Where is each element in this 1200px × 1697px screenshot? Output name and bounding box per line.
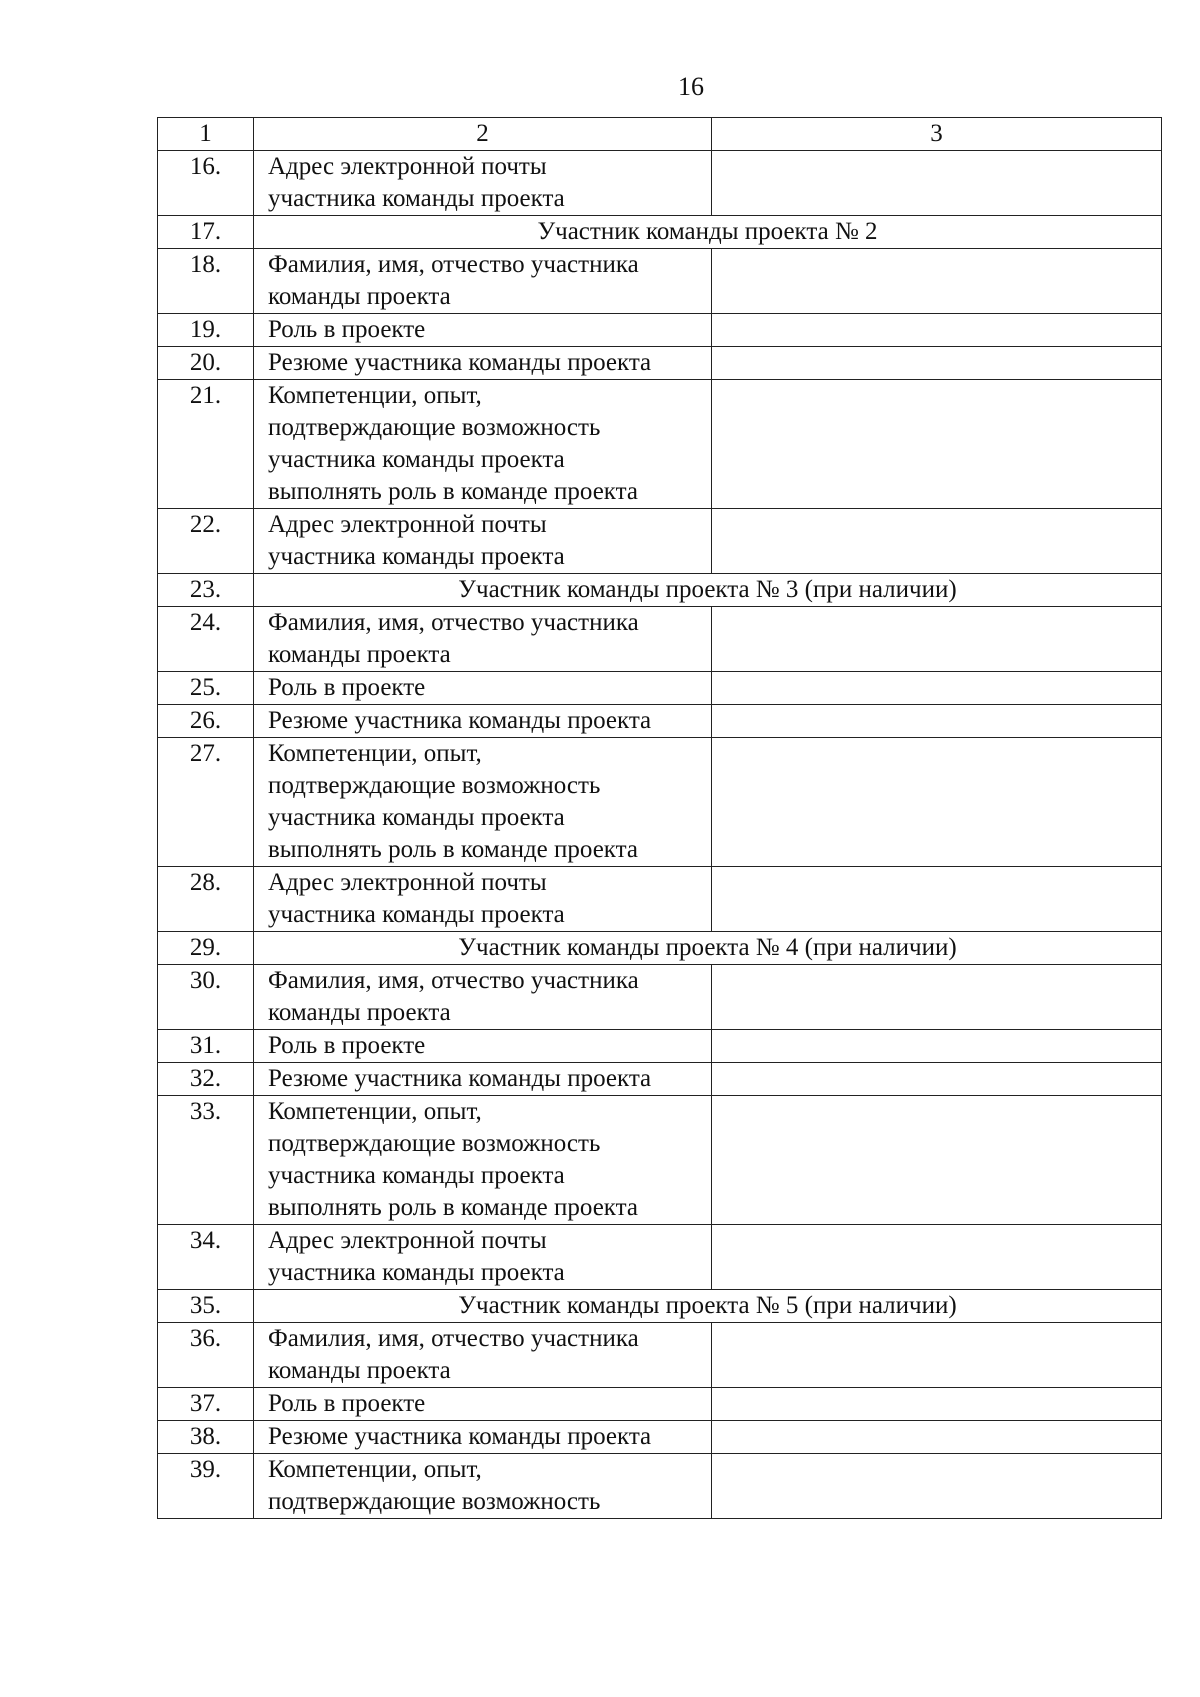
row-number: 36.	[158, 1323, 254, 1388]
row-number: 32.	[158, 1063, 254, 1096]
section-title: Участник команды проекта № 3 (при наличии)	[254, 574, 1162, 607]
field-label-line: подтверждающие возможность	[268, 414, 601, 441]
field-value-cell[interactable]	[712, 607, 1162, 672]
section-row	[158, 574, 1162, 607]
row-number: 33.	[158, 1096, 254, 1225]
field-label	[254, 672, 712, 705]
table-row	[158, 1388, 1162, 1421]
field-label-line: Адрес электронной почты	[268, 869, 547, 896]
row-number: 16.	[158, 151, 254, 216]
field-label-line: участника команды проекта	[268, 1259, 565, 1286]
field-label-line: выполнять роль в команде проекта	[268, 836, 638, 863]
field-label-line: Адрес электронной почты	[268, 1227, 547, 1254]
field-label	[254, 1454, 712, 1519]
field-label	[254, 314, 712, 347]
row-number: 26.	[158, 705, 254, 738]
field-label-line: участника команды проекта	[268, 901, 565, 928]
table-row	[158, 1030, 1162, 1063]
field-value-cell[interactable]	[712, 1030, 1162, 1063]
field-label	[254, 738, 712, 867]
field-label-line: участника команды проекта	[268, 804, 565, 831]
field-label-line: выполнять роль в команде проекта	[268, 1194, 638, 1221]
row-number: 29.	[158, 932, 254, 965]
table-row	[158, 672, 1162, 705]
field-label-line: Резюме участника команды проекта	[268, 1065, 652, 1092]
field-label-line: участника команды проекта	[268, 543, 565, 570]
field-label-line: участника команды проекта	[268, 1162, 565, 1189]
row-number: 25.	[158, 672, 254, 705]
row-number: 22.	[158, 509, 254, 574]
table-row	[158, 249, 1162, 314]
field-value-cell[interactable]	[712, 867, 1162, 932]
table-row	[158, 1421, 1162, 1454]
section-title: Участник команды проекта № 2	[254, 216, 1162, 249]
field-value-cell[interactable]	[712, 1225, 1162, 1290]
field-label-line: Резюме участника команды проекта	[268, 1423, 652, 1450]
row-number: 28.	[158, 867, 254, 932]
field-label	[254, 1096, 712, 1225]
section-title: Участник команды проекта № 4 (при наличии)	[254, 932, 1162, 965]
field-label-line: Роль в проекте	[268, 674, 426, 701]
table-row	[158, 1454, 1162, 1519]
table-row	[158, 1096, 1162, 1225]
row-number: 27.	[158, 738, 254, 867]
field-label-line: участника команды проекта	[268, 446, 565, 473]
field-label-line: команды проекта	[268, 999, 451, 1026]
row-number: 34.	[158, 1225, 254, 1290]
table-row	[158, 1225, 1162, 1290]
field-label	[254, 1421, 712, 1454]
field-label-line: Роль в проекте	[268, 316, 426, 343]
field-value-cell[interactable]	[712, 1063, 1162, 1096]
table-row	[158, 1063, 1162, 1096]
field-label	[254, 1063, 712, 1096]
field-label-line: Фамилия, имя, отчество участника	[268, 1325, 639, 1352]
row-number: 30.	[158, 965, 254, 1030]
row-number: 23.	[158, 574, 254, 607]
field-label-line: Фамилия, имя, отчество участника	[268, 609, 639, 636]
row-number: 38.	[158, 1421, 254, 1454]
field-label	[254, 151, 712, 216]
table-row	[158, 509, 1162, 574]
field-label	[254, 607, 712, 672]
field-label	[254, 249, 712, 314]
field-label-line: подтверждающие возможность	[268, 1488, 601, 1515]
field-label-line: Фамилия, имя, отчество участника	[268, 967, 639, 994]
row-number: 37.	[158, 1388, 254, 1421]
column-number-header-row	[158, 118, 1162, 151]
field-value-cell[interactable]	[712, 380, 1162, 509]
field-value-cell[interactable]	[712, 1323, 1162, 1388]
field-label	[254, 867, 712, 932]
field-value-cell[interactable]	[712, 347, 1162, 380]
row-number: 39.	[158, 1454, 254, 1519]
table-row	[158, 607, 1162, 672]
field-label	[254, 1225, 712, 1290]
row-number: 18.	[158, 249, 254, 314]
field-value-cell[interactable]	[712, 965, 1162, 1030]
table-row	[158, 151, 1162, 216]
field-label-line: Компетенции, опыт,	[268, 382, 482, 409]
field-label	[254, 705, 712, 738]
row-number: 21.	[158, 380, 254, 509]
table-row	[158, 705, 1162, 738]
field-label-line: Роль в проекте	[268, 1032, 426, 1059]
field-label-line: подтверждающие возможность	[268, 772, 601, 799]
page-number: 16	[678, 72, 704, 101]
field-label	[254, 1323, 712, 1388]
field-label-line: Резюме участника команды проекта	[268, 349, 652, 376]
field-label	[254, 380, 712, 509]
field-label	[254, 965, 712, 1030]
field-label	[254, 1030, 712, 1063]
row-number: 35.	[158, 1290, 254, 1323]
field-value-cell[interactable]	[712, 314, 1162, 347]
field-value-cell[interactable]	[712, 738, 1162, 867]
table-row	[158, 1323, 1162, 1388]
application-form-table	[157, 117, 1162, 1519]
row-number: 17.	[158, 216, 254, 249]
section-row	[158, 1290, 1162, 1323]
table-row	[158, 314, 1162, 347]
field-value-cell[interactable]	[712, 672, 1162, 705]
field-value-cell[interactable]	[712, 249, 1162, 314]
table-body	[158, 118, 1162, 1519]
field-label-line: команды проекта	[268, 641, 451, 668]
section-title: Участник команды проекта № 5 (при наличии)	[254, 1290, 1162, 1323]
field-label-line: команды проекта	[268, 283, 451, 310]
row-number: 20.	[158, 347, 254, 380]
section-row	[158, 932, 1162, 965]
row-number: 19.	[158, 314, 254, 347]
field-label-line: Адрес электронной почты	[268, 153, 547, 180]
field-value-cell[interactable]	[712, 1454, 1162, 1519]
column-number-3: 3	[712, 118, 1162, 151]
table-row	[158, 347, 1162, 380]
field-label-line: Компетенции, опыт,	[268, 740, 482, 767]
table-row	[158, 867, 1162, 932]
field-value-cell[interactable]	[712, 151, 1162, 216]
field-value-cell[interactable]	[712, 705, 1162, 738]
section-row	[158, 216, 1162, 249]
field-label	[254, 347, 712, 380]
field-label-line: Резюме участника команды проекта	[268, 707, 652, 734]
column-number-1: 1	[158, 118, 254, 151]
field-label-line: команды проекта	[268, 1357, 451, 1384]
field-value-cell[interactable]	[712, 1096, 1162, 1225]
field-label-line: Компетенции, опыт,	[268, 1456, 482, 1483]
field-label	[254, 1388, 712, 1421]
table-row	[158, 738, 1162, 867]
field-label-line: подтверждающие возможность	[268, 1130, 601, 1157]
field-label-line: Компетенции, опыт,	[268, 1098, 482, 1125]
field-label-line: Фамилия, имя, отчество участника	[268, 251, 639, 278]
table-row	[158, 965, 1162, 1030]
field-label-line: выполнять роль в команде проекта	[268, 478, 638, 505]
table-row	[158, 380, 1162, 509]
field-value-cell[interactable]	[712, 1388, 1162, 1421]
field-value-cell[interactable]	[712, 1421, 1162, 1454]
field-label-line: участника команды проекта	[268, 185, 565, 212]
field-label-line: Адрес электронной почты	[268, 511, 547, 538]
field-label	[254, 509, 712, 574]
field-value-cell[interactable]	[712, 509, 1162, 574]
column-number-2: 2	[254, 118, 712, 151]
field-label-line: Роль в проекте	[268, 1390, 426, 1417]
row-number: 24.	[158, 607, 254, 672]
row-number: 31.	[158, 1030, 254, 1063]
